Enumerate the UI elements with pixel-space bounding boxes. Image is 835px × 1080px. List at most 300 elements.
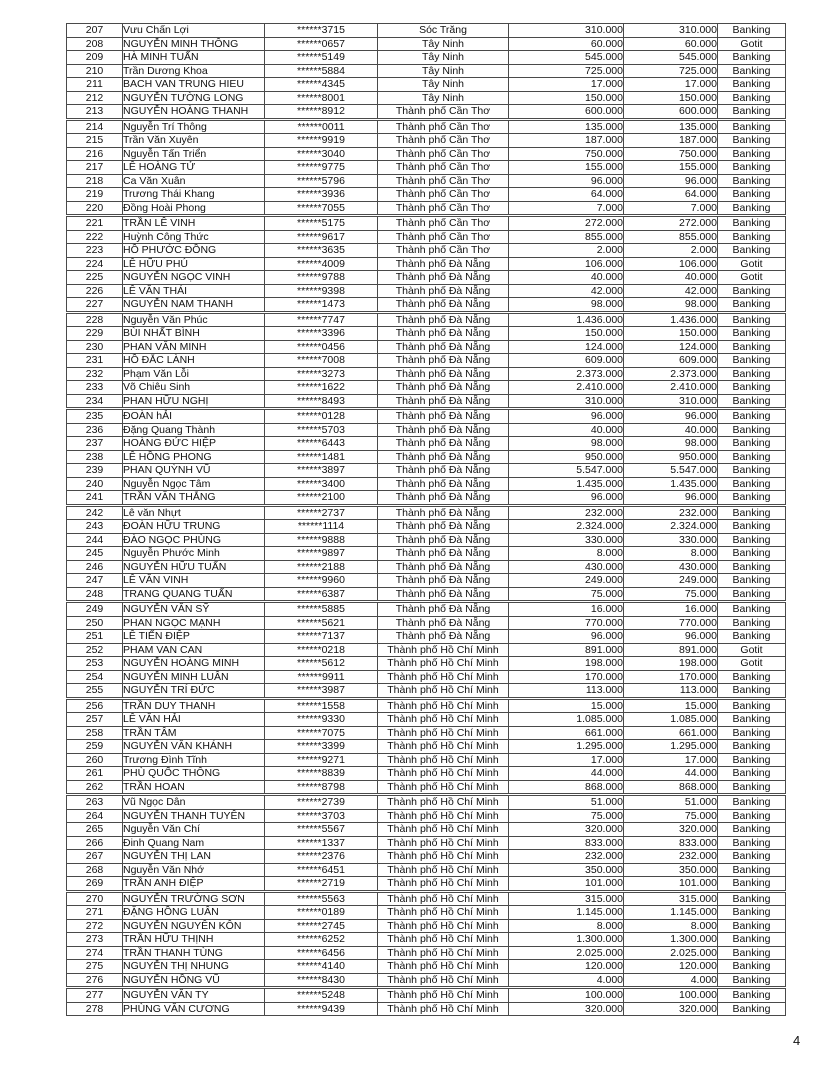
cell-province: Thành phố Đà Nẵng	[378, 616, 509, 630]
cell-amount: 310.000	[509, 24, 624, 38]
table-row	[67, 836, 786, 850]
cell-amount: 310.000	[509, 394, 624, 409]
cell-amount-paid: 16.000	[624, 602, 718, 617]
table-row	[67, 740, 786, 754]
cell-amount-paid: 1.300.000	[624, 933, 718, 947]
cell-province: Tây Ninh	[378, 64, 509, 78]
cell-amount-paid: 96.000	[624, 630, 718, 644]
cell-channel: Banking	[718, 877, 786, 892]
cell-name: HỒ PHƯỚC ĐỒNG	[123, 244, 265, 258]
table-row	[67, 657, 786, 671]
cell-name: Võ Chiêu Sinh	[123, 381, 265, 395]
cell-name: NGUYỄN VĂN TY	[123, 988, 265, 1003]
cell-amount: 1.145.000	[509, 906, 624, 920]
cell-province: Thành phố Hồ Chí Minh	[378, 1002, 509, 1016]
cell-channel: Banking	[718, 64, 786, 78]
cell-amount-paid: 770.000	[624, 616, 718, 630]
cell-amount: 1.300.000	[509, 933, 624, 947]
cell-masked-account: ******3897	[265, 464, 378, 478]
cell-channel: Banking	[718, 327, 786, 341]
table-row	[67, 946, 786, 960]
cell-channel: Banking	[718, 753, 786, 767]
cell-amount: 64.000	[509, 188, 624, 202]
cell-masked-account: ******9897	[265, 547, 378, 561]
cell-masked-account: ******0456	[265, 340, 378, 354]
table-row	[67, 64, 786, 78]
cell-row-no: 222	[67, 230, 123, 244]
cell-row-no: 232	[67, 367, 123, 381]
cell-name: BACH VAN TRUNG HIEU	[123, 78, 265, 92]
cell-name: Nguyễn Văn Chí	[123, 823, 265, 837]
cell-channel: Banking	[718, 105, 786, 120]
cell-masked-account: ******9330	[265, 713, 378, 727]
cell-row-no: 240	[67, 477, 123, 491]
cell-amount: 1.436.000	[509, 312, 624, 327]
cell-name: LÊ TIẾN ĐIỆP	[123, 630, 265, 644]
cell-channel: Banking	[718, 78, 786, 92]
cell-row-no: 234	[67, 394, 123, 409]
cell-province: Thành phố Hồ Chí Minh	[378, 850, 509, 864]
cell-amount: 124.000	[509, 340, 624, 354]
cell-name: LÊ HỮU PHÚ	[123, 257, 265, 271]
cell-masked-account: ******4009	[265, 257, 378, 271]
cell-province: Thành phố Hồ Chí Minh	[378, 795, 509, 810]
cell-row-no: 235	[67, 409, 123, 424]
cell-row-no: 220	[67, 201, 123, 216]
cell-channel: Banking	[718, 188, 786, 202]
cell-row-no: 217	[67, 161, 123, 175]
cell-masked-account: ******4140	[265, 960, 378, 974]
cell-row-no: 227	[67, 298, 123, 313]
cell-province: Thành phố Đà Nẵng	[378, 257, 509, 271]
table-row	[67, 726, 786, 740]
cell-row-no: 272	[67, 919, 123, 933]
cell-province: Thành phố Đà Nẵng	[378, 491, 509, 506]
table-row	[67, 713, 786, 727]
cell-row-no: 224	[67, 257, 123, 271]
cell-channel: Banking	[718, 767, 786, 781]
cell-name: ĐOÀN hẢI	[123, 409, 265, 424]
cell-province: Thành phố Hồ Chí Minh	[378, 823, 509, 837]
cell-province: Thành phố Hồ Chí Minh	[378, 713, 509, 727]
table-row	[67, 698, 786, 713]
table-row	[67, 450, 786, 464]
cell-amount: 187.000	[509, 134, 624, 148]
table-row	[67, 244, 786, 258]
cell-amount-paid: 101.000	[624, 877, 718, 892]
cell-amount: 232.000	[509, 850, 624, 864]
cell-name: TRANG QUANG TUẤN	[123, 587, 265, 602]
cell-name: NGUYỄN HOÀNG THANH	[123, 105, 265, 120]
cell-province: Thành phố Hồ Chí Minh	[378, 863, 509, 877]
cell-masked-account: ******6252	[265, 933, 378, 947]
cell-province: Thành phố Hồ Chí Minh	[378, 960, 509, 974]
cell-amount-paid: 600.000	[624, 105, 718, 120]
cell-masked-account: ******1114	[265, 520, 378, 534]
cell-province: Thành phố Cần Thơ	[378, 147, 509, 161]
cell-name: ĐOÀN HỮU TRUNG	[123, 520, 265, 534]
cell-amount-paid: 430.000	[624, 560, 718, 574]
cell-amount: 833.000	[509, 836, 624, 850]
table-row	[67, 312, 786, 327]
cell-amount: 2.000	[509, 244, 624, 258]
cell-amount: 155.000	[509, 161, 624, 175]
cell-province: Thành phố Hồ Chí Minh	[378, 891, 509, 906]
cell-name: PHAN NGỌC MẠNH	[123, 616, 265, 630]
cell-channel: Banking	[718, 520, 786, 534]
cell-province: Tây Ninh	[378, 91, 509, 105]
cell-amount: 120.000	[509, 960, 624, 974]
cell-amount: 1.085.000	[509, 713, 624, 727]
table-row	[67, 850, 786, 864]
cell-province: Thành phố Hồ Chí Minh	[378, 973, 509, 988]
table-row	[67, 753, 786, 767]
cell-amount: 891.000	[509, 643, 624, 657]
cell-amount: 40.000	[509, 423, 624, 437]
cell-channel: Banking	[718, 684, 786, 699]
cell-row-no: 246	[67, 560, 123, 574]
cell-masked-account: ******5796	[265, 174, 378, 188]
cell-amount-paid: 315.000	[624, 891, 718, 906]
cell-masked-account: ******5612	[265, 657, 378, 671]
cell-channel: Banking	[718, 726, 786, 740]
cell-amount-paid: 75.000	[624, 587, 718, 602]
cell-amount-paid: 170.000	[624, 670, 718, 684]
cell-province: Thành phố Hồ Chí Minh	[378, 767, 509, 781]
cell-masked-account: ******9439	[265, 1002, 378, 1016]
cell-province: Thành phố Đà Nẵng	[378, 394, 509, 409]
cell-masked-account: ******3400	[265, 477, 378, 491]
cell-row-no: 274	[67, 946, 123, 960]
cell-province: Thành phố Đà Nẵng	[378, 560, 509, 574]
cell-name: NGUYỄN NAM THANH	[123, 298, 265, 313]
cell-amount: 17.000	[509, 753, 624, 767]
table-row	[67, 587, 786, 602]
payout-table	[66, 23, 786, 1016]
cell-channel: Banking	[718, 464, 786, 478]
cell-amount: 350.000	[509, 863, 624, 877]
cell-amount: 16.000	[509, 602, 624, 617]
cell-amount-paid: 1.085.000	[624, 713, 718, 727]
cell-amount-paid: 135.000	[624, 119, 718, 134]
table-row	[67, 257, 786, 271]
cell-row-no: 214	[67, 119, 123, 134]
cell-amount: 315.000	[509, 891, 624, 906]
cell-name: ĐẶNG HỒNG LUÂN	[123, 906, 265, 920]
cell-province: Thành phố Hồ Chí Minh	[378, 933, 509, 947]
table-row	[67, 574, 786, 588]
cell-masked-account: ******2739	[265, 795, 378, 810]
table-row	[67, 147, 786, 161]
cell-amount-paid: 150.000	[624, 327, 718, 341]
cell-masked-account: ******7747	[265, 312, 378, 327]
cell-name: LÊ VĂN VINH	[123, 574, 265, 588]
cell-amount-paid: 17.000	[624, 753, 718, 767]
table-row	[67, 134, 786, 148]
cell-channel: Banking	[718, 630, 786, 644]
cell-amount: 8.000	[509, 919, 624, 933]
cell-masked-account: ******6456	[265, 946, 378, 960]
cell-channel: Banking	[718, 836, 786, 850]
cell-masked-account: ******9911	[265, 670, 378, 684]
cell-channel: Banking	[718, 602, 786, 617]
cell-masked-account: ******9888	[265, 533, 378, 547]
table-row	[67, 643, 786, 657]
cell-amount: 330.000	[509, 533, 624, 547]
cell-row-no: 242	[67, 505, 123, 520]
cell-row-no: 233	[67, 381, 123, 395]
cell-province: Thành phố Đà Nẵng	[378, 367, 509, 381]
cell-province: Thành phố Đà Nẵng	[378, 423, 509, 437]
cell-channel: Banking	[718, 312, 786, 327]
cell-province: Thành phố Đà Nẵng	[378, 630, 509, 644]
cell-channel: Gotit	[718, 37, 786, 51]
cell-amount-paid: 2.000	[624, 244, 718, 258]
cell-amount-paid: 42.000	[624, 284, 718, 298]
cell-amount-paid: 310.000	[624, 394, 718, 409]
table-row	[67, 174, 786, 188]
cell-channel: Banking	[718, 340, 786, 354]
cell-name: BÙI NHẤT BÌNH	[123, 327, 265, 341]
cell-amount-paid: 725.000	[624, 64, 718, 78]
table-row	[67, 327, 786, 341]
cell-amount-paid: 44.000	[624, 767, 718, 781]
cell-channel: Banking	[718, 560, 786, 574]
cell-province: Thành phố Cần Thơ	[378, 105, 509, 120]
cell-name: Đồng Hoài Phong	[123, 201, 265, 216]
cell-row-no: 215	[67, 134, 123, 148]
cell-name: Trần Văn Xuyên	[123, 134, 265, 148]
cell-channel: Banking	[718, 437, 786, 451]
cell-province: Thành phố Đà Nẵng	[378, 298, 509, 313]
cell-masked-account: ******3703	[265, 809, 378, 823]
cell-name: Huỳnh Công Thức	[123, 230, 265, 244]
cell-province: Thành phố Cần Thơ	[378, 161, 509, 175]
cell-channel: Banking	[718, 298, 786, 313]
cell-channel: Banking	[718, 91, 786, 105]
cell-name: Trần Dương Khoa	[123, 64, 265, 78]
cell-name: HỒ ĐẮC LÀNH	[123, 354, 265, 368]
cell-amount: 113.000	[509, 684, 624, 699]
cell-amount-paid: 249.000	[624, 574, 718, 588]
cell-channel: Banking	[718, 134, 786, 148]
cell-name: Vũ Ngọc Dân	[123, 795, 265, 810]
cell-name: NGUYỄN HỮU TUẤN	[123, 560, 265, 574]
table-row	[67, 520, 786, 534]
cell-name: NGUYỄN THỊ NHUNG	[123, 960, 265, 974]
cell-name: ĐÀO NGỌC PHÙNG	[123, 533, 265, 547]
cell-province: Thành phố Đà Nẵng	[378, 520, 509, 534]
cell-name: NGUYỄN TRÍ ĐỨC	[123, 684, 265, 699]
table-row	[67, 505, 786, 520]
cell-name: Đinh Quang Nam	[123, 836, 265, 850]
cell-row-no: 269	[67, 877, 123, 892]
cell-name: TRẦN VĂN THẮNG	[123, 491, 265, 506]
cell-row-no: 271	[67, 906, 123, 920]
cell-masked-account: ******9919	[265, 134, 378, 148]
cell-amount-paid: 8.000	[624, 547, 718, 561]
cell-masked-account: ******6451	[265, 863, 378, 877]
cell-name: NGUYỄN NGUYÊN KÔN	[123, 919, 265, 933]
cell-channel: Gotit	[718, 643, 786, 657]
table-row	[67, 767, 786, 781]
cell-masked-account: ******9788	[265, 271, 378, 285]
cell-channel: Banking	[718, 670, 786, 684]
cell-amount: 44.000	[509, 767, 624, 781]
cell-channel: Banking	[718, 795, 786, 810]
table-row	[67, 367, 786, 381]
cell-masked-account: ******5175	[265, 216, 378, 231]
cell-row-no: 243	[67, 520, 123, 534]
cell-row-no: 254	[67, 670, 123, 684]
cell-row-no: 275	[67, 960, 123, 974]
cell-amount: 75.000	[509, 587, 624, 602]
cell-province: Thành phố Cần Thơ	[378, 216, 509, 231]
table-row	[67, 161, 786, 175]
cell-province: Thành phố Hồ Chí Minh	[378, 919, 509, 933]
cell-row-no: 237	[67, 437, 123, 451]
cell-row-no: 211	[67, 78, 123, 92]
cell-masked-account: ******0128	[265, 409, 378, 424]
cell-name: NGUYỄN MINH LUÂN	[123, 670, 265, 684]
cell-row-no: 252	[67, 643, 123, 657]
cell-channel: Banking	[718, 587, 786, 602]
cell-masked-account: ******2100	[265, 491, 378, 506]
table-row	[67, 230, 786, 244]
page-number: 4	[793, 1033, 801, 1048]
cell-amount: 150.000	[509, 91, 624, 105]
cell-amount: 96.000	[509, 409, 624, 424]
cell-row-no: 250	[67, 616, 123, 630]
cell-row-no: 210	[67, 64, 123, 78]
cell-province: Thành phố Đà Nẵng	[378, 505, 509, 520]
cell-name: TRẦN TÂM	[123, 726, 265, 740]
cell-channel: Banking	[718, 354, 786, 368]
cell-amount-paid: 320.000	[624, 823, 718, 837]
cell-amount-paid: 40.000	[624, 423, 718, 437]
cell-amount: 101.000	[509, 877, 624, 892]
payout-table-body	[67, 24, 786, 1016]
cell-masked-account: ******9617	[265, 230, 378, 244]
cell-row-no: 249	[67, 602, 123, 617]
cell-amount-paid: 330.000	[624, 533, 718, 547]
cell-amount-paid: 320.000	[624, 1002, 718, 1016]
table-row	[67, 933, 786, 947]
cell-province: Thành phố Hồ Chí Minh	[378, 780, 509, 795]
table-row	[67, 381, 786, 395]
table-row	[67, 394, 786, 409]
cell-name: LÊ HỒNG PHONG	[123, 450, 265, 464]
cell-channel: Banking	[718, 174, 786, 188]
table-row	[67, 630, 786, 644]
cell-name: PHAN VĂN MINH	[123, 340, 265, 354]
cell-amount: 15.000	[509, 698, 624, 713]
cell-masked-account: ******3273	[265, 367, 378, 381]
cell-amount: 135.000	[509, 119, 624, 134]
cell-amount-paid: 96.000	[624, 409, 718, 424]
cell-row-no: 247	[67, 574, 123, 588]
cell-masked-account: ******3396	[265, 327, 378, 341]
cell-row-no: 253	[67, 657, 123, 671]
cell-province: Thành phố Hồ Chí Minh	[378, 643, 509, 657]
cell-channel: Banking	[718, 244, 786, 258]
cell-masked-account: ******3715	[265, 24, 378, 38]
cell-amount-paid: 198.000	[624, 657, 718, 671]
cell-masked-account: ******1622	[265, 381, 378, 395]
cell-amount: 2.373.000	[509, 367, 624, 381]
cell-row-no: 216	[67, 147, 123, 161]
cell-amount-paid: 60.000	[624, 37, 718, 51]
table-row	[67, 119, 786, 134]
cell-channel: Banking	[718, 780, 786, 795]
cell-masked-account: ******8430	[265, 973, 378, 988]
table-row	[67, 906, 786, 920]
cell-channel: Banking	[718, 450, 786, 464]
cell-row-no: 260	[67, 753, 123, 767]
cell-channel: Banking	[718, 809, 786, 823]
cell-channel: Banking	[718, 533, 786, 547]
cell-province: Tây Ninh	[378, 78, 509, 92]
cell-amount-paid: 96.000	[624, 174, 718, 188]
cell-name: TRẦN HỮU THỊNH	[123, 933, 265, 947]
cell-name: PHAN HỮU NGHỊ	[123, 394, 265, 409]
cell-province: Thành phố Hồ Chí Minh	[378, 906, 509, 920]
table-row	[67, 423, 786, 437]
cell-masked-account: ******3040	[265, 147, 378, 161]
cell-amount-paid: 40.000	[624, 271, 718, 285]
table-row	[67, 809, 786, 823]
cell-channel: Banking	[718, 823, 786, 837]
cell-amount: 249.000	[509, 574, 624, 588]
cell-row-no: 277	[67, 988, 123, 1003]
cell-masked-account: ******5567	[265, 823, 378, 837]
cell-amount: 320.000	[509, 823, 624, 837]
cell-amount: 7.000	[509, 201, 624, 216]
cell-amount-paid: 1.295.000	[624, 740, 718, 754]
cell-row-no: 212	[67, 91, 123, 105]
cell-name: NGUYỄN VĂN SỸ	[123, 602, 265, 617]
cell-province: Thành phố Đà Nẵng	[378, 354, 509, 368]
cell-amount-paid: 310.000	[624, 24, 718, 38]
cell-masked-account: ******9398	[265, 284, 378, 298]
cell-masked-account: ******1337	[265, 836, 378, 850]
cell-channel: Banking	[718, 119, 786, 134]
cell-amount-paid: 868.000	[624, 780, 718, 795]
cell-province: Tây Ninh	[378, 37, 509, 51]
cell-channel: Banking	[718, 394, 786, 409]
cell-province: Thành phố Cần Thơ	[378, 134, 509, 148]
table-row	[67, 891, 786, 906]
cell-masked-account: ******4345	[265, 78, 378, 92]
cell-province: Thành phố Đà Nẵng	[378, 464, 509, 478]
cell-amount-paid: 4.000	[624, 973, 718, 988]
table-row	[67, 988, 786, 1003]
table-row	[67, 602, 786, 617]
cell-masked-account: ******7008	[265, 354, 378, 368]
cell-masked-account: ******9960	[265, 574, 378, 588]
cell-channel: Banking	[718, 216, 786, 231]
cell-name: PHÙNG VĂN CƯƠNG	[123, 1002, 265, 1016]
cell-province: Thành phố Hồ Chí Minh	[378, 740, 509, 754]
cell-name: Nguyễn Trí Thông	[123, 119, 265, 134]
cell-row-no: 239	[67, 464, 123, 478]
cell-amount: 868.000	[509, 780, 624, 795]
cell-name: TRẦN THANH TÙNG	[123, 946, 265, 960]
cell-row-no: 221	[67, 216, 123, 231]
cell-masked-account: ******5885	[265, 602, 378, 617]
cell-row-no: 226	[67, 284, 123, 298]
cell-channel: Banking	[718, 147, 786, 161]
